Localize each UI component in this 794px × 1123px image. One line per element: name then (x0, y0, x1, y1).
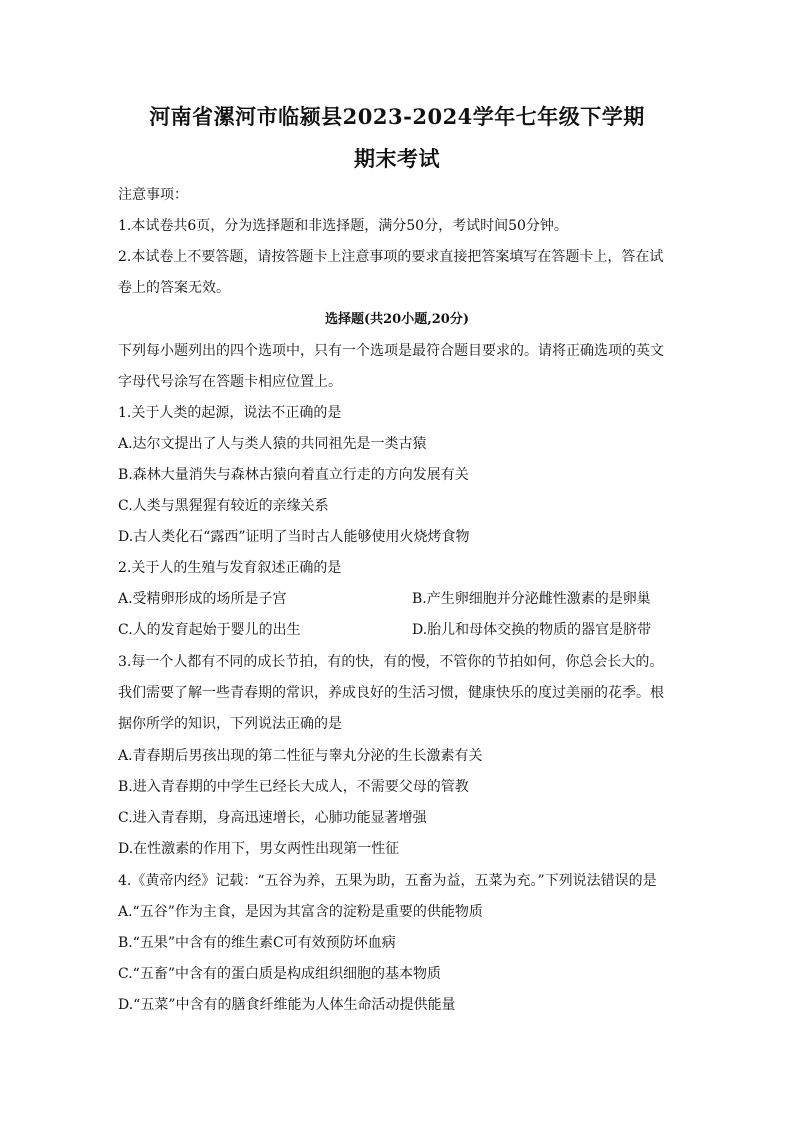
question-4-option-a: A.“五谷”作为主食，是因为其富含的淀粉是重要的供能物质 (118, 904, 483, 920)
note-item-2-line-1: 2.本试卷上不要答题，请按答题卡上注意事项的要求直接把答案填写在答题卡上，答在试 (118, 249, 664, 265)
question-3-stem-line-1: 3.每一个人都有不同的成长节拍，有的快，有的慢，不管你的节拍如何，你总会长大的。 (118, 654, 664, 670)
question-3-option-d: D.在性激素的作用下，男女两性出现第一性征 (118, 841, 400, 857)
section-instruction-line-1: 下列每小题列出的四个选项中，只有一个选项是最符合题目要求的。请将正确选项的英文 (118, 343, 664, 359)
question-1-option-b: B.森林大量消失与森林古猿向着直立行走的方向发展有关 (118, 467, 469, 483)
question-2-option-b: B.产生卵细胞并分泌雌性激素的是卵巢 (412, 591, 651, 607)
section-instruction-line-2: 字母代号涂写在答题卡相应位置上。 (118, 374, 342, 390)
question-1-stem: 1.关于人类的起源，说法不正确的是 (118, 405, 342, 421)
question-2-option-d: D.胎儿和母体交换的物质的器官是脐带 (412, 622, 652, 638)
question-2-option-c: C.人的发育起始于婴儿的出生 (118, 622, 301, 638)
question-4-option-b: B.“五果”中含有的维生素C可有效预防坏血病 (118, 935, 396, 951)
question-3-stem-line-2: 我们需要了解一些青春期的常识，养成良好的生活习惯，健康快乐的度过美丽的花季。根 (118, 685, 664, 701)
question-3-option-a: A.青春期后男孩出现的第二性征与睾丸分泌的生长激素有关 (118, 748, 483, 764)
question-4-option-d: D.“五菜”中含有的膳食纤维能为人体生命活动提供能量 (118, 997, 456, 1013)
question-2-option-a: A.受精卵形成的场所是子宫 (118, 591, 287, 607)
question-2-stem: 2.关于人的生殖与发育叙述正确的是 (118, 560, 342, 576)
question-1-option-c: C.人类与黑猩猩有较近的亲缘关系 (118, 498, 329, 514)
question-1-option-a: A.达尔文提出了人与类人猿的共同祖先是一类古猿 (118, 436, 427, 452)
question-4-stem: 4.《黄帝内经》记载：“五谷为养，五果为助，五畜为益，五菜为充。”下列说法错误的是 (118, 873, 657, 889)
section-title: 选择题(共20小题,20分) (324, 312, 469, 327)
question-1-option-d: D.古人类化石“露西”证明了当时古人能够使用火烧烤食物 (118, 529, 470, 545)
question-3-stem-line-3: 据你所学的知识，下列说法正确的是 (118, 716, 342, 732)
question-3-option-b: B.进入青春期的中学生已经长大成人，不需要父母的管教 (118, 779, 469, 795)
notes-heading: 注意事项： (118, 187, 188, 203)
exam-subtitle: 期末考试 (354, 146, 440, 171)
note-item-1: 1.本试卷共6页，分为选择题和非选择题，满分50分，考试时间50分钟。 (118, 218, 568, 234)
question-4-option-c: C.“五畜”中含有的蛋白质是构成组织细胞的基本物质 (118, 966, 441, 982)
exam-title: 河南省漯河市临颍县2023-2024学年七年级下学期 (149, 104, 645, 129)
note-item-2-line-2: 卷上的答案无效。 (118, 280, 230, 296)
question-3-option-c: C.进入青春期，身高迅速增长，心肺功能显著增强 (118, 810, 427, 826)
